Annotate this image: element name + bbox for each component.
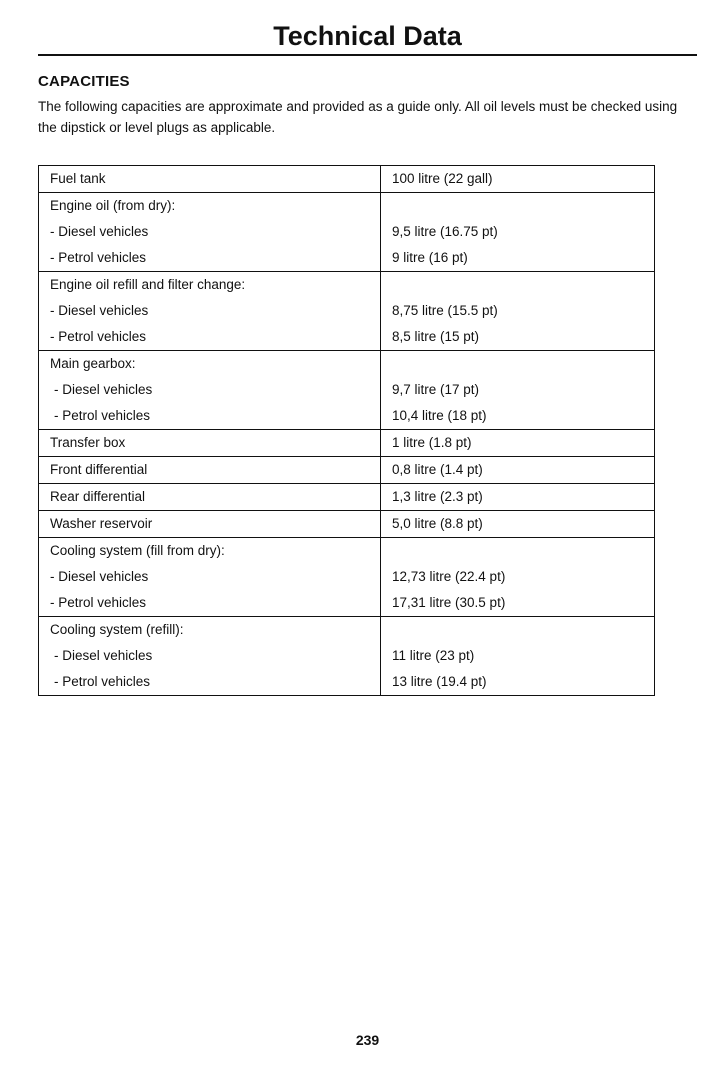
capacity-value: 11 litre (23 pt) — [381, 643, 655, 669]
table-row — [39, 351, 655, 378]
page-number: 239 — [355, 1032, 380, 1048]
capacity-item-label: - Petrol vehicles — [39, 669, 381, 696]
capacity-item-label: Cooling system (fill from dry): — [39, 538, 381, 565]
capacity-value: 1 litre (1.8 pt) — [381, 430, 655, 457]
capacity-item-label: - Diesel vehicles — [39, 377, 381, 403]
table-row — [39, 430, 655, 457]
capacity-value — [381, 351, 655, 378]
capacity-value: 9,7 litre (17 pt) — [381, 377, 655, 403]
capacities-table-body — [39, 166, 655, 696]
table-row — [39, 377, 655, 403]
intro-paragraph: The following capacities are approximate and provided as a guide only. All oil levels must be checked using the dipstick or level plugs as applicable. — [38, 99, 678, 135]
capacity-item-label: - Petrol vehicles — [39, 324, 381, 351]
table-row — [39, 193, 655, 220]
capacity-value — [381, 272, 655, 299]
table-row — [39, 298, 655, 324]
capacity-item-label: - Diesel vehicles — [39, 564, 381, 590]
capacity-value: 8,75 litre (15.5 pt) — [381, 298, 655, 324]
table-row — [39, 617, 655, 644]
capacity-value: 1,3 litre (2.3 pt) — [381, 484, 655, 511]
capacity-value: 13 litre (19.4 pt) — [381, 669, 655, 696]
table-row — [39, 166, 655, 193]
capacity-item-label: Engine oil (from dry): — [39, 193, 381, 220]
table-row — [39, 564, 655, 590]
capacity-value: 9,5 litre (16.75 pt) — [381, 219, 655, 245]
table-row — [39, 538, 655, 565]
capacity-item-label: - Diesel vehicles — [39, 298, 381, 324]
capacity-value — [381, 538, 655, 565]
capacity-value: 10,4 litre (18 pt) — [381, 403, 655, 430]
table-row — [39, 669, 655, 696]
title-divider — [38, 54, 697, 56]
capacity-item-label: Front differential — [39, 457, 381, 484]
table-row — [39, 590, 655, 617]
table-row — [39, 324, 655, 351]
table-row — [39, 245, 655, 272]
capacity-value: 100 litre (22 gall) — [381, 166, 655, 193]
table-row — [39, 219, 655, 245]
table-row — [39, 484, 655, 511]
capacity-item-label: - Diesel vehicles — [39, 219, 381, 245]
capacity-item-label: Transfer box — [39, 430, 381, 457]
table-row — [39, 643, 655, 669]
capacities-table — [38, 165, 655, 696]
capacity-value: 17,31 litre (30.5 pt) — [381, 590, 655, 617]
capacity-item-label: Main gearbox: — [39, 351, 381, 378]
section-heading: CAPACITIES — [38, 73, 130, 90]
capacity-item-label: - Petrol vehicles — [39, 403, 381, 430]
capacity-item-label: Cooling system (refill): — [39, 617, 381, 644]
capacity-value: 12,73 litre (22.4 pt) — [381, 564, 655, 590]
capacity-value: 0,8 litre (1.4 pt) — [381, 457, 655, 484]
table-row — [39, 511, 655, 538]
capacity-value — [381, 617, 655, 644]
capacity-value: 8,5 litre (15 pt) — [381, 324, 655, 351]
capacity-item-label: Fuel tank — [39, 166, 381, 193]
capacity-value — [381, 193, 655, 220]
capacity-item-label: - Petrol vehicles — [39, 590, 381, 617]
capacity-value: 9 litre (16 pt) — [381, 245, 655, 272]
capacity-item-label: Rear differential — [39, 484, 381, 511]
table-row — [39, 403, 655, 430]
capacity-item-label: - Diesel vehicles — [39, 643, 381, 669]
page-title: Technical Data — [273, 21, 462, 51]
table-row — [39, 457, 655, 484]
capacity-item-label: Washer reservoir — [39, 511, 381, 538]
table-row — [39, 272, 655, 299]
capacity-item-label: - Petrol vehicles — [39, 245, 381, 272]
capacity-item-label: Engine oil refill and filter change: — [39, 272, 381, 299]
capacity-value: 5,0 litre (8.8 pt) — [381, 511, 655, 538]
